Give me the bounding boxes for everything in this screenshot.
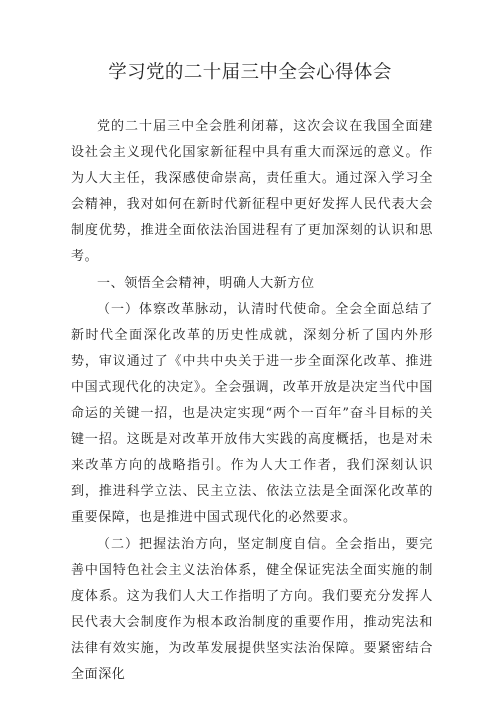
intro-paragraph: 党的二十届三中全会胜利闭幕，这次会议在我国全面建设社会主义现代化国家新征程中具有重大而深远的意义。作为人大主任，我深感使命崇高，责任重大。通过深入学习全会精神，我对如何在新时代新征程中更好发挥人民代表大会制度优势，推进全面依法治国进程有了更加深刻的认识和思考。 <box>71 119 433 265</box>
document-title: 学习党的二十届三中全会心得体会 <box>108 62 392 83</box>
paragraph-2: （二）把握法治方向，坚定制度自信。全会指出，要完善中国特色社会主义法治体系，健全保证宪法全面实施的制度体系。这为我们人大工作指明了方向。我们要充分发挥人民代表大会制度作为根本政治制度的重要作用，推动宪法和法律有效实施，为改革发展提供坚实法治保障。要紧密结合全面深化 <box>71 536 433 682</box>
paragraph-1: （一）体察改革脉动，认清时代使命。全会全面总结了新时代全面深化改革的历史性成就，深刻分析了国内外形势，审议通过了《中共中央关于进一步全面深化改革、推进中国式现代化的决定》。全会强调，改革开放是决定当代中国命运的关键一招，也是决定实现“两个一百年”奋斗目标的关键一招。这既是对改革开放伟大实践的高度概括，也是对未来改革方向的战略指引。作为人大工作者，我们深刻认识到，推进科学立法、民主立法、依法立法是全面深化改革的重要保障，也是推进中国式现代化的必然要求。 <box>71 301 433 526</box>
document-body <box>71 114 433 688</box>
section-heading-1: 一、领悟全会精神，明确人大新方位 <box>97 275 315 291</box>
